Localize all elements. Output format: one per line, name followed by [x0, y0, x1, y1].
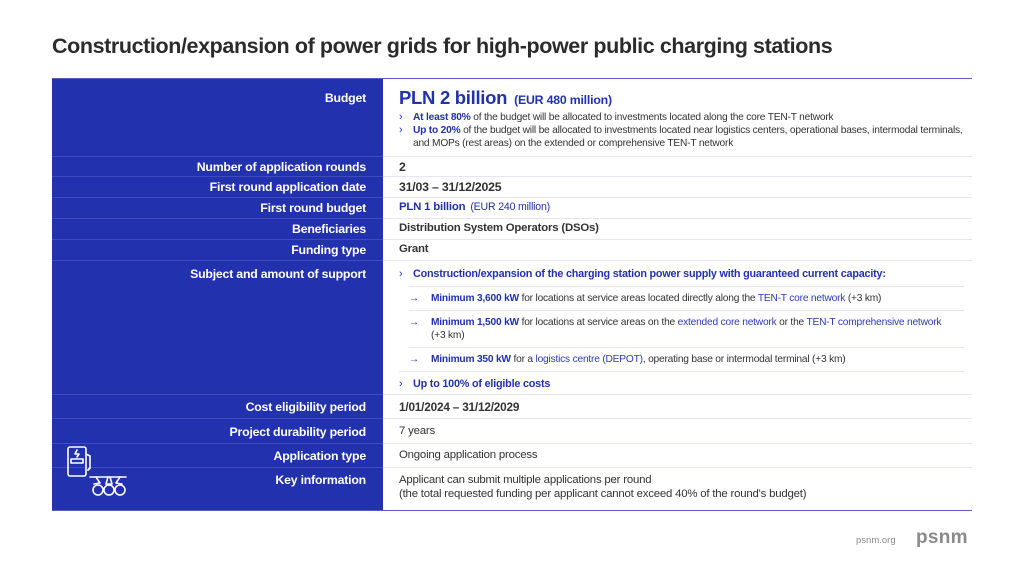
- value-funding: Grant: [399, 243, 429, 255]
- row-divider: [52, 197, 972, 198]
- value-durability: 7 years: [399, 425, 435, 437]
- info-table: [52, 78, 972, 511]
- page-title: Construction/expansion of power grids for high-power public charging stations: [52, 34, 833, 58]
- chevron-right-icon: ›: [399, 378, 403, 390]
- budget-bullet: › At least 80% of the budget will be allocated to investments located along the core TEN-T network: [399, 111, 834, 123]
- row-divider: [52, 239, 972, 240]
- value-budget: [399, 87, 964, 150]
- ev-charger-grid-icon: [66, 446, 128, 500]
- subject-item: → Minimum 3,600 kW for locations at service areas located directly along the TEN-T core network (+3 km): [409, 293, 882, 304]
- divider: [409, 286, 964, 287]
- value-key-info: Applicant can submit multiple applications per round (the total requested funding per applicant cannot exceed 40% of the round's budget): [399, 474, 807, 500]
- arrow-right-icon: →: [409, 354, 419, 365]
- label-first-date: First round application date: [209, 180, 366, 194]
- row-divider: [52, 443, 972, 444]
- budget-secondary: (EUR 480 million): [514, 93, 612, 107]
- value-rounds: 2: [399, 160, 406, 174]
- row-divider: [52, 394, 972, 395]
- budget-bullet: › Up to 20% of the budget will be allocated to investments located near logistics centers, operational bases, intermodal terminals, and MOPs (rest areas) on the extended or comprehensive TEN-T network: [399, 124, 963, 149]
- chevron-right-icon: ›: [399, 111, 403, 123]
- arrow-right-icon: →: [409, 293, 419, 304]
- label-subject: Subject and amount of support: [190, 267, 366, 281]
- divider: [409, 310, 964, 311]
- psnm-logo: psnm: [916, 527, 968, 548]
- label-durability: Project durability period: [229, 425, 366, 439]
- divider: [399, 371, 964, 372]
- row-divider: [52, 260, 972, 261]
- subject-item: → Minimum 350 kW for a logistics centre (DEPOT), operating base or intermodal terminal (+3 km): [409, 354, 846, 365]
- value-cost-period: 1/01/2024 – 31/12/2029: [399, 400, 520, 414]
- chevron-right-icon: ›: [399, 124, 403, 136]
- label-key-info: Key information: [275, 473, 366, 487]
- value-app-type: Ongoing application process: [399, 449, 538, 461]
- value-beneficiaries: Distribution System Operators (DSOs): [399, 222, 599, 234]
- row-divider: [52, 156, 972, 157]
- row-divider: [52, 176, 972, 177]
- label-rounds: Number of application rounds: [196, 160, 366, 174]
- value-first-date: 31/03 – 31/12/2025: [399, 180, 502, 194]
- row-divider: [52, 467, 972, 468]
- footer-url[interactable]: psnm.org: [856, 535, 896, 546]
- subject-heading: › Construction/expansion of the charging station power supply with guaranteed current capacity:: [399, 268, 886, 280]
- label-first-budget: First round budget: [260, 201, 366, 215]
- label-app-type: Application type: [273, 449, 366, 463]
- row-divider: [52, 418, 972, 419]
- budget-main: PLN 2 billion: [399, 87, 508, 108]
- chevron-right-icon: ›: [399, 268, 403, 280]
- label-funding: Funding type: [291, 243, 366, 257]
- value-first-budget: PLN 1 billion (EUR 240 million): [399, 201, 550, 213]
- label-cost-period: Cost eligibility period: [245, 400, 366, 414]
- divider: [409, 347, 964, 348]
- label-beneficiaries: Beneficiaries: [292, 222, 366, 236]
- label-budget: Budget: [324, 91, 366, 105]
- subject-item: → Minimum 1,500 kW for locations at service areas on the extended core network or the TEN-T comprehensive network (+3 km): [409, 317, 942, 341]
- subject-footer: › Up to 100% of eligible costs: [399, 378, 551, 390]
- row-divider: [52, 218, 972, 219]
- value-subject: [399, 267, 964, 391]
- arrow-right-icon: →: [409, 317, 419, 328]
